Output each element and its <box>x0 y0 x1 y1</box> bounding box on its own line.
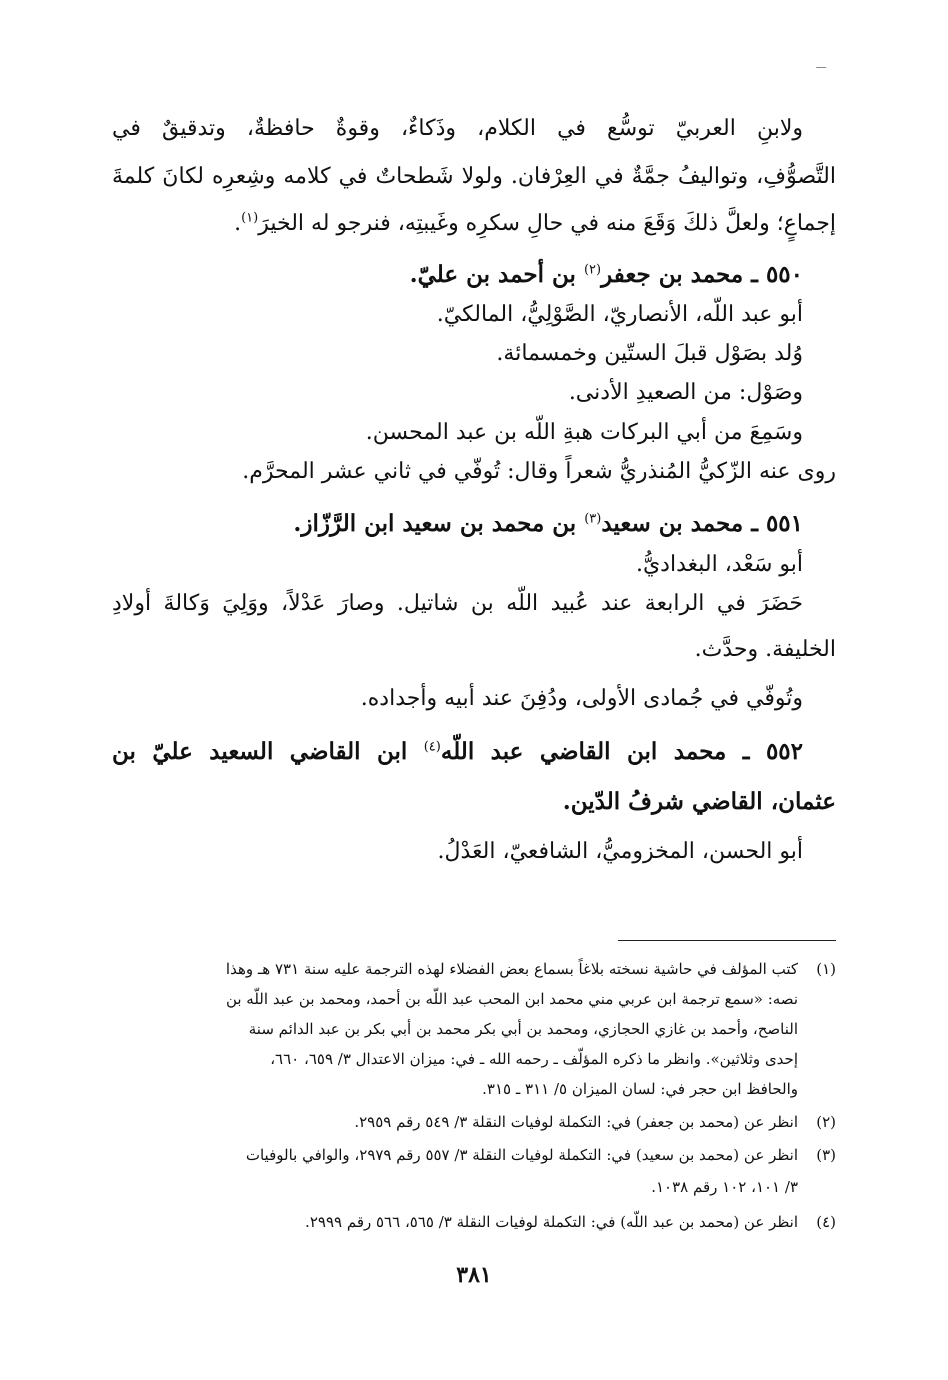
footnote-1-line-4: إحدى وثلاثين». وانظر ما ذكره المؤلّف ـ رحمه الله ـ في: ميزان الاعتدال ٣/ ٦٥٩، ٦٦٠، <box>270 1050 798 1068</box>
entry-550-title-a: ٥٥٠ ـ محمد بن جعفر <box>601 261 803 288</box>
footnote-ref-4[interactable]: (٤) <box>423 739 441 755</box>
intro-line-1: ولابنِ العربيّ توسُّع في الكلام، وذَكاءٌ، وقوةٌ حافظةٌ، وتدقيقٌ في <box>112 116 803 141</box>
entry-551-line-3: الخليفة. وحدَّث. <box>694 637 836 662</box>
footnote-1-line-3: الناصح، وأحمد بن غازي الحجازي، ومحمد بن أبي بكر محمد بن أبي بكر بن عبد الدائم سنة <box>248 1020 798 1038</box>
entry-550-title-b: بن أحمد بن عليّ. <box>409 261 584 288</box>
footnote-2-line-1 <box>110 1110 836 1135</box>
entry-552-title-line-2: عثمان، القاضي شرفُ الدّين. <box>562 788 836 815</box>
footnote-1-text-1: كتب المؤلف في حاشية نسخته بلاغاً بسماع بعض الفضلاء لهذه الترجمة عليه سنة ٧٣١ هـ وهذا <box>225 960 798 978</box>
intro-line-2: التَّصوُّفِ، وتواليفُ جمَّةٌ في العِرْفان. ولولا شَطحاتٌ في كلامه وشِعرِه لكانَ كلمةَ <box>112 164 836 189</box>
entry-550-line-3: وصَوْل: من الصعيدِ الأدنى. <box>568 380 803 405</box>
footnote-3-text-1: انظر عن (محمد بن سعيد) في: التكملة لوفيات النقلة ٣/ ٥٥٧ رقم ٢٩٧٩، والوافي بالوفيات <box>245 1146 798 1164</box>
entry-550-line-4: وسَمِعَ من أبي البركات هبةِ اللّه بن عبد المحسن. <box>365 420 803 445</box>
footnote-1-line-5: والحافظ ابن حجر في: لسان الميزان ٥/ ٣١١ ـ ٣١٥. <box>482 1080 798 1098</box>
footnote-ref-1[interactable]: (١) <box>241 210 259 226</box>
footnote-ref-3[interactable]: (٣) <box>584 511 602 527</box>
entry-551-line-4: وتُوفّي في جُمادى الأولى، ودُفِنَ عند أبيه وأجداده. <box>360 686 803 711</box>
footnote-3-line-2: ٣/ ١٠١، ١٠٢ رقم ١٠٣٨. <box>651 1178 798 1196</box>
page-number: ٣٨١ <box>456 1262 492 1288</box>
footnote-1-line-2: نصه: «سمع ترجمة ابن عربي مني محمد ابن المحب عبد اللّه بن أحمد، ومحمد بن عبد اللّه بن <box>225 990 798 1008</box>
footnote-4-text-1: انظر عن (محمد بن عبد اللّه) في: التكملة لوفيات النقلة ٣/ ٥٦٥، ٥٦٦ رقم ٢٩٩٩. <box>305 1213 798 1231</box>
footnote-2-number: (٢) <box>816 1113 836 1131</box>
entry-552-title-a: ٥٥٢ ـ محمد ابن القاضي عبد اللّه <box>440 738 803 765</box>
margin-mark: ـــ <box>816 58 826 71</box>
intro-line-3-end: . <box>234 211 242 236</box>
footnote-1-number: (١) <box>816 960 836 978</box>
intro-line-3 <box>112 207 836 241</box>
footnote-3-line-1 <box>110 1143 836 1168</box>
footnote-4-number: (٤) <box>816 1213 836 1231</box>
entry-551-title-a: ٥٥١ ـ محمد بن سعيد <box>601 510 803 537</box>
footnote-separator <box>618 940 836 941</box>
entry-551-title-b: بن محمد بن سعيد ابن الرَّزّاز. <box>293 510 585 537</box>
entry-551-line-2: حَضَرَ في الرابعة عند عُبيد اللّه بن شاتيل. وصارَ عَدْلاً، ووَلِيَ وَكالةَ أولادِ <box>112 591 803 616</box>
entry-550-line-2: وُلد بصَوْل قبلَ الستّين وخمسمائة. <box>496 341 803 366</box>
footnote-1-line-1 <box>110 957 836 982</box>
entry-552-title <box>112 735 803 769</box>
entry-550-title <box>112 258 803 292</box>
entry-551-title <box>112 507 803 541</box>
intro-line-3-text: إجماعٍ؛ ولعلَّ ذلكَ وَقَعَ منه في حالِ سكرِه وغَيبتِه، فنرجو له الخيرَ <box>258 211 836 236</box>
entry-552-line-1: أبو الحسن، المخزوميُّ، الشافعيّ، العَدْلُ. <box>437 839 803 864</box>
footnote-ref-2[interactable]: (٢) <box>583 262 602 278</box>
footnote-2-text-1: انظر عن (محمد بن جعفر) في: التكملة لوفيات النقلة ٣/ ٥٤٩ رقم ٢٩٥٩. <box>354 1113 798 1131</box>
entry-551-line-1: أبو سَعْد، البغداديُّ. <box>635 552 803 577</box>
entry-550-line-1: أبو عبد اللّه، الأنصاريّ، الصَّوْلِيُّ، المالكيّ. <box>436 302 803 327</box>
entry-550-line-5: روى عنه الزّكيُّ المُنذريُّ شعراً وقال: تُوفّي في ثاني عشر المحرَّم. <box>242 459 836 484</box>
entry-552-title-b: ابن القاضي السعيد عليّ بن <box>112 738 424 765</box>
footnote-3-number: (٣) <box>816 1146 836 1164</box>
footnote-4-line-1 <box>110 1210 836 1235</box>
